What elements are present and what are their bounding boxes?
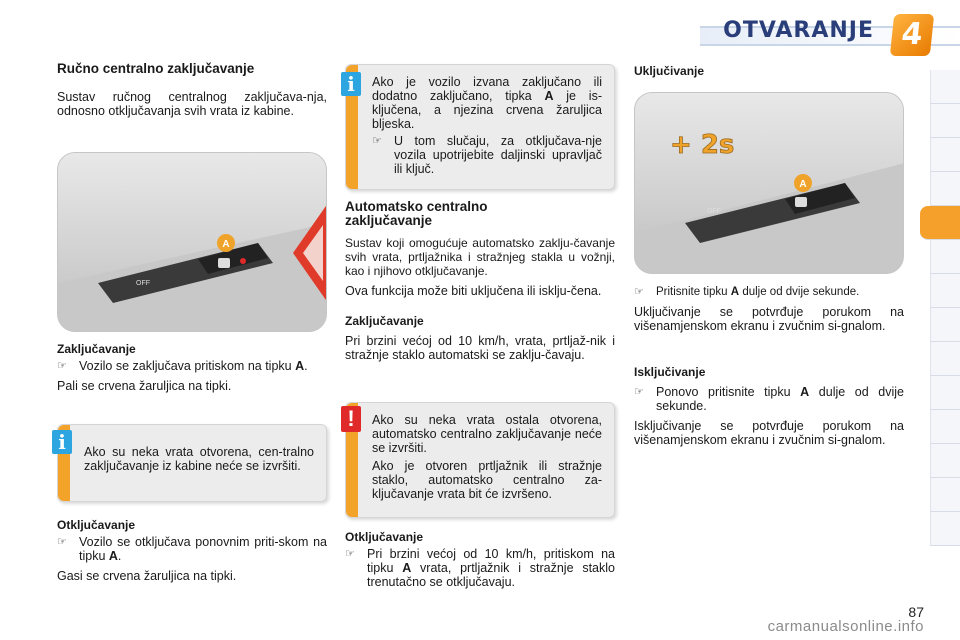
- section-intro: Sustav ručnog centralnog zaključava-nja, odnosno otključavanja svih vrata iz kabine.: [57, 90, 327, 118]
- unlock-heading: Otključavanje: [345, 530, 424, 544]
- lock-instruction: [57, 359, 327, 373]
- pointing-hand-icon: ☞: [372, 135, 382, 147]
- manual-section-left: [57, 62, 327, 118]
- info-icon: i: [341, 72, 361, 96]
- console-illustration-left: [57, 152, 327, 332]
- section-title: Automatsko centralno zaključavanje: [345, 199, 488, 228]
- chapter-tab[interactable]: [930, 274, 960, 308]
- lock-heading: Zaključavanje: [345, 314, 424, 328]
- warning-box: [345, 402, 615, 518]
- instruction-text: Pri brzini većoj od 10 km/h, pritiskom na tipku: [367, 547, 615, 575]
- chapter-tab[interactable]: [930, 104, 960, 138]
- instruction-text-end: dulje od dvije sekunde.: [742, 286, 860, 298]
- instruction-text: Ponovo pritisnite tipku: [656, 385, 791, 399]
- key-a-label: A: [108, 549, 118, 563]
- off-label: OFF: [136, 280, 150, 287]
- chapter-tab[interactable]: [930, 478, 960, 512]
- info-box-middle: [345, 64, 615, 190]
- chapter-tab[interactable]: [930, 240, 960, 274]
- pointing-hand-icon: ☞: [634, 286, 644, 298]
- warning-text-2: Ako je otvoren prtljažnik ili stražnje staklo, automatsko centralno za-ključavanje vrata bit će izvršeno.: [372, 459, 602, 501]
- pointing-hand-icon: ☞: [57, 360, 67, 372]
- instruction-text-end: dulje od dvije sekunde.: [656, 385, 905, 413]
- info-box-paragraph: [372, 75, 602, 131]
- instruction-text-end: .: [117, 549, 122, 563]
- pointing-hand-icon: ☞: [345, 548, 355, 560]
- info-box-bullet: [372, 134, 602, 176]
- activation-heading-block: [634, 64, 904, 78]
- instruction-text-end: vrata, prtljažnik i stražnje staklo trenutačno se otključavaju.: [367, 561, 615, 589]
- chapter-tab[interactable]: [930, 308, 960, 342]
- off-label: OFF: [707, 208, 721, 215]
- chapter-tab[interactable]: [930, 70, 960, 104]
- info-bullet-text: U tom slučaju, za otključava-nje vozila upotrijebite daljinski upravljač ili ključ.: [394, 134, 602, 176]
- instruction-text: Vozilo se otključava ponovnim priti-skom na tipku: [79, 535, 327, 563]
- info-text: Ako je vozilo izvana zaključano ili dodatno zaključano, tipka: [372, 75, 602, 103]
- pointing-hand-icon: ☞: [634, 386, 644, 398]
- key-a-label: A: [295, 359, 305, 373]
- auto-lock-section: [345, 200, 615, 362]
- key-a-label: A: [402, 561, 412, 575]
- section-intro: Sustav koji omogućuje automatsko zaklju-čavanje svih vrata, prtljažnika i stražnjeg stakla u vožnji, kao i njihovo otključavanje.: [345, 236, 615, 278]
- console-illustration-right: [634, 92, 904, 274]
- hold-duration-label: + 2s: [670, 130, 735, 160]
- lock-button-drawing: [58, 153, 327, 332]
- chapter-tab[interactable]: [930, 410, 960, 444]
- press-two-seconds-drawing: [635, 93, 904, 274]
- chapter-number-badge: 4: [890, 14, 934, 56]
- chapter-tab[interactable]: [930, 376, 960, 410]
- warning-text-1: Ako su neka vrata ostala otvorena, automatsko centralno zaključavanje neće se izvršiti.: [372, 413, 602, 455]
- deactivation-heading: Isključivanje: [634, 365, 706, 379]
- auto-lock-text: Pri brzini većoj od 10 km/h, vrata, prtljaž-nik i stražnje staklo automatski se zaklju-čavaju.: [345, 334, 615, 362]
- left-lock-section: [57, 342, 327, 393]
- activation-instruction: [634, 285, 904, 299]
- deactivation-instruction: [634, 385, 904, 413]
- chapter-tab[interactable]: [930, 512, 960, 546]
- section-intro-2: Ova funkcija može biti uključena ili isklju-čena.: [345, 284, 602, 298]
- left-unlock-section: [57, 518, 327, 583]
- key-a-label: A: [544, 89, 554, 103]
- key-a-label: A: [222, 239, 230, 250]
- page-number: 87: [908, 604, 924, 620]
- pointing-hand-icon: ☞: [57, 536, 67, 548]
- instruction-text-end: .: [304, 359, 308, 373]
- info-icon: i: [52, 430, 72, 454]
- info-box-text: Ako su neka vrata otvorena, cen-tralno zaključavanje iz kabine neće se izvršiti.: [84, 445, 314, 473]
- chapter-title: OTVARANJE: [723, 18, 874, 43]
- lock-heading: Zaključavanje: [57, 342, 136, 356]
- section-title: Ručno centralno zaključavanje: [57, 61, 255, 76]
- activation-note: Uključivanje se potvrđuje porukom na višenamjenskom ekranu i zvučnim si-gnalom.: [634, 305, 904, 333]
- info-text-end: je is-ključena, a njezina crvena žaruljica bljeska.: [372, 89, 602, 131]
- unlock-instruction: [57, 535, 327, 563]
- chapter-tab[interactable]: [930, 444, 960, 478]
- activation-section: [634, 282, 904, 447]
- chapter-header: [600, 8, 960, 56]
- unlock-note: Gasi se crvena žaruljica na tipki.: [57, 569, 237, 583]
- warning-icon: !: [341, 406, 361, 432]
- lock-note: Pali se crvena žaruljica na tipki.: [57, 379, 232, 393]
- instruction-text: Vozilo se zaključava pritiskom na tipku: [79, 359, 292, 373]
- chapter-tab-active[interactable]: [920, 206, 960, 240]
- chapter-tabs: [930, 70, 960, 580]
- key-a-label: A: [799, 179, 807, 190]
- info-box-left: [57, 424, 327, 502]
- key-a-label: A: [730, 286, 740, 298]
- chapter-tab[interactable]: [930, 172, 960, 206]
- deactivation-note: Isključivanje se potvrđuje porukom na višenamjenskom ekranu i zvučnim si-gnalom.: [634, 419, 904, 447]
- unlock-heading: Otključavanje: [57, 518, 136, 532]
- chapter-tab[interactable]: [930, 138, 960, 172]
- chapter-tab[interactable]: [930, 342, 960, 376]
- auto-unlock-instruction: [345, 547, 615, 589]
- activation-heading: Uključivanje: [634, 64, 705, 78]
- watermark: carmanualsonline.info: [767, 618, 924, 635]
- auto-unlock-section: [345, 530, 615, 589]
- instruction-text: Pritisnite tipku: [656, 286, 728, 298]
- key-a-label: A: [800, 385, 810, 399]
